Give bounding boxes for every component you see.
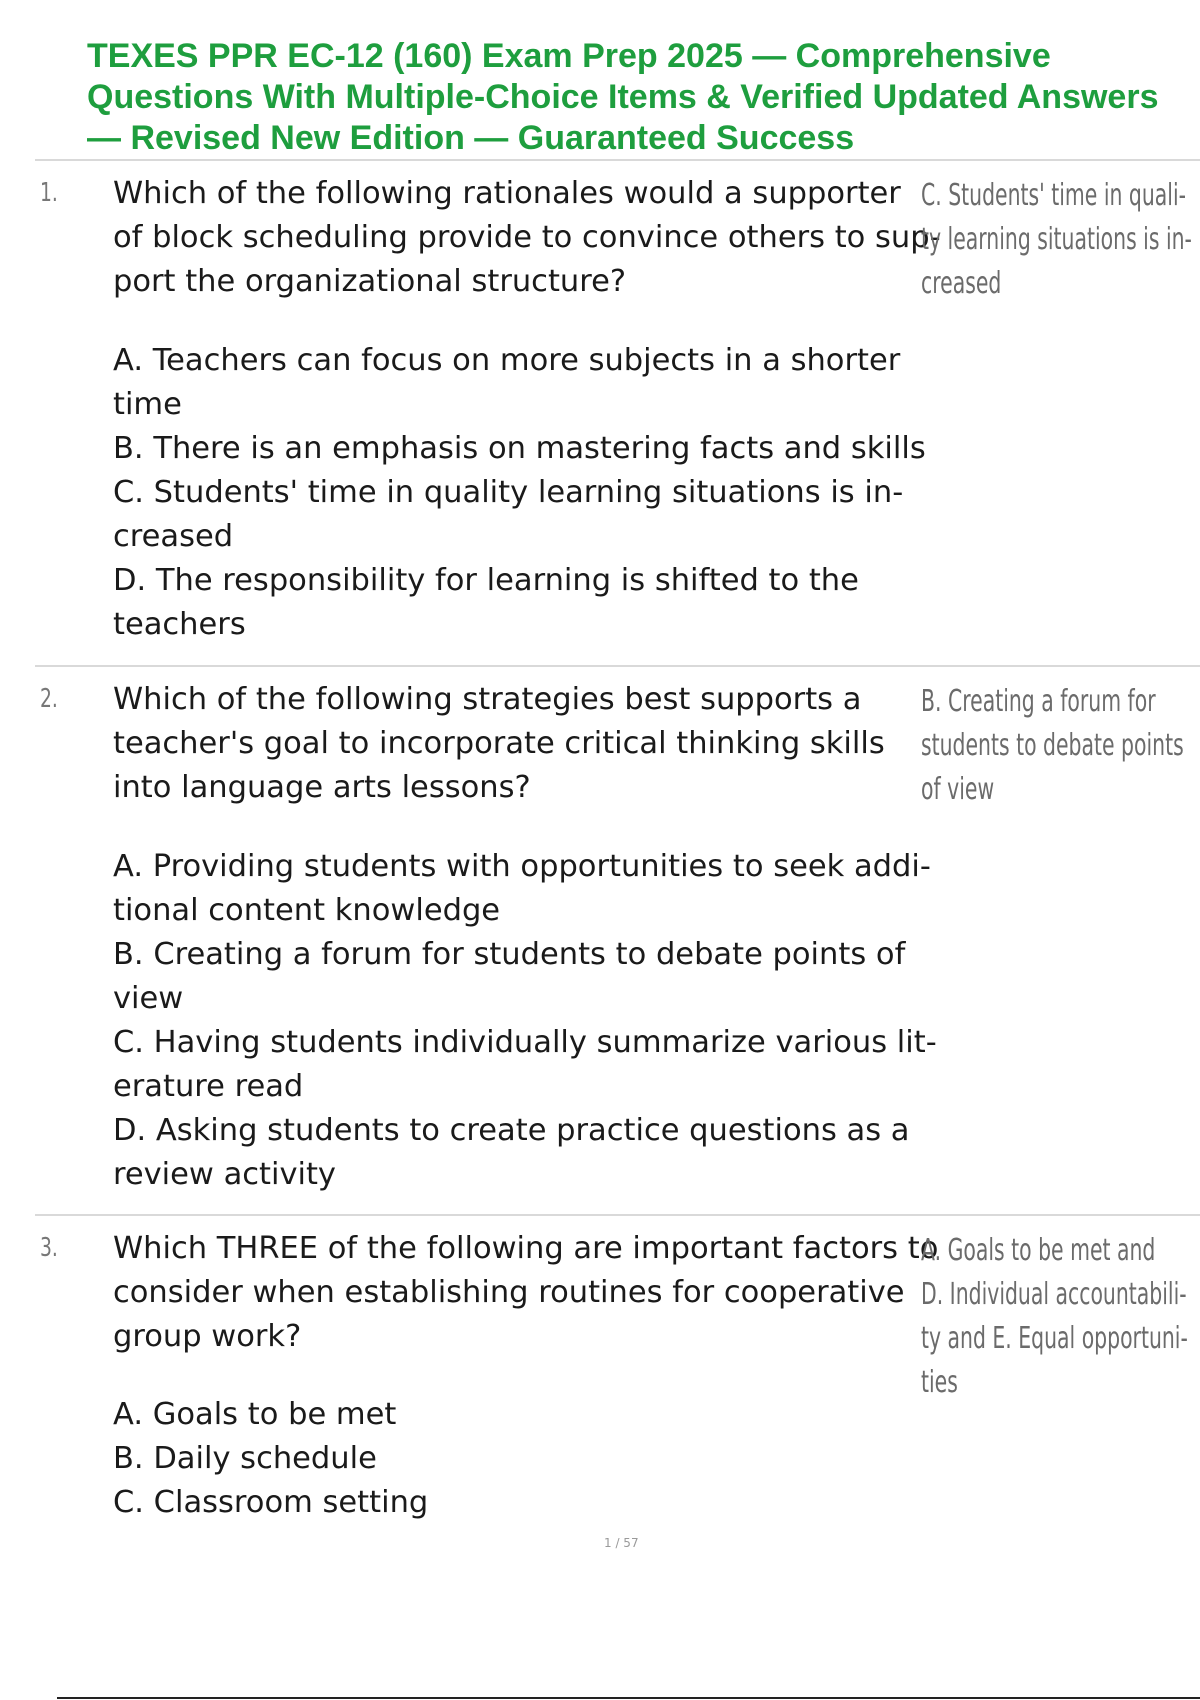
title-line-1: TEXES PPR EC-12 (160) Exam Prep 2025 — Comprehensive [87, 37, 1051, 75]
question-1-answer [921, 174, 1193, 306]
option-line: D. Asking students to create practice questions as a [113, 1113, 910, 1148]
question-1-line: of block scheduling provide to convince others to sup- [113, 220, 941, 255]
title-line-3: — Revised New Edition — Guaranteed Success [87, 119, 855, 157]
option-line: B. Creating a forum for students to debate points of [113, 937, 906, 972]
page-bottom-edge [57, 1697, 1200, 1699]
option-line: tional content knowledge [113, 893, 501, 928]
question-3-answer [921, 1229, 1193, 1405]
answer-2-line: B. Creating a forum for [921, 684, 1156, 719]
option-line: review activity [113, 1157, 336, 1192]
question-number-1: 1. [40, 178, 58, 208]
page-number: 1 / 57 [604, 1536, 639, 1550]
option-line: C. Students' time in quality learning situations is in- [113, 475, 904, 510]
answer-2-line: students to debate points [921, 728, 1184, 763]
question-2-line: into language arts lessons? [113, 770, 531, 805]
answer-3-line: ty and E. Equal opportuni- [921, 1321, 1188, 1356]
option-line: B. Daily schedule [113, 1441, 377, 1476]
question-2-line: Which of the following strategies best supports a [113, 682, 862, 717]
answer-1-line: creased [921, 266, 1002, 301]
option-line: C. Classroom setting [113, 1485, 429, 1520]
question-3-text [113, 1227, 939, 1359]
option-line: erature read [113, 1069, 304, 1104]
answer-3-line: ties [921, 1365, 958, 1400]
option-line: A. Teachers can focus on more subjects in a shorter [113, 343, 901, 378]
option-line: view [113, 981, 184, 1016]
option-line: C. Having students individually summarize various lit- [113, 1025, 937, 1060]
answer-3-line: A. Goals to be met and [921, 1233, 1156, 1268]
answer-2-line: of view [921, 772, 995, 807]
question-3-options [113, 1393, 933, 1525]
question-3-line: Which THREE of the following are important factors to [113, 1231, 939, 1266]
question-divider [35, 1214, 1200, 1216]
document-title [87, 36, 1200, 159]
option-line: B. There is an emphasis on mastering facts and skills [113, 431, 926, 466]
question-1-line: port the organizational structure? [113, 264, 627, 299]
option-line: creased [113, 519, 234, 554]
option-line: teachers [113, 607, 246, 642]
question-3-line: group work? [113, 1319, 302, 1354]
question-2-text [113, 678, 923, 810]
option-line: D. The responsibility for learning is shifted to the [113, 563, 859, 598]
question-1-line: Which of the following rationales would a supporter [113, 176, 901, 211]
question-2-answer [921, 680, 1193, 812]
answer-1-line: ty learning situations is in- [921, 222, 1192, 257]
answer-1-line: C. Students' time in quali- [921, 178, 1186, 213]
question-number-2: 2. [40, 684, 58, 714]
question-divider [35, 665, 1200, 667]
question-3-line: consider when establishing routines for cooperative [113, 1275, 905, 1310]
question-2-line: teacher's goal to incorporate critical thinking skills [113, 726, 885, 761]
option-line: time [113, 387, 182, 422]
question-1-options [113, 339, 933, 647]
option-line: A. Providing students with opportunities to seek addi- [113, 849, 931, 884]
question-number-3: 3. [40, 1233, 58, 1263]
option-line: A. Goals to be met [113, 1397, 397, 1432]
question-2-options [113, 845, 937, 1197]
question-1-text [113, 172, 941, 304]
answer-3-line: D. Individual accountabili- [921, 1277, 1187, 1312]
title-divider [35, 159, 1200, 161]
title-line-2: Questions With Multiple-Choice Items & Verified Updated Answers [87, 78, 1159, 116]
